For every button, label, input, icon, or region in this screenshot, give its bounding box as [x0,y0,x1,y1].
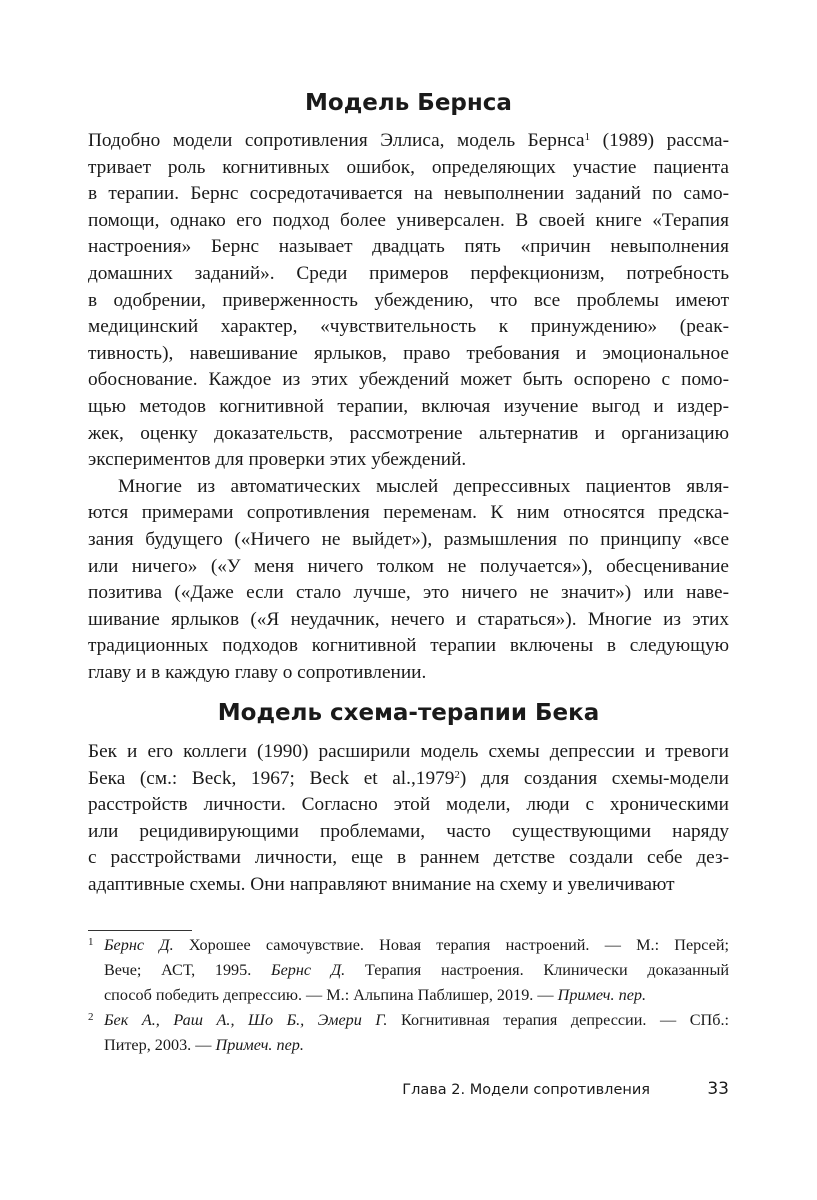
text-line [88,208,729,235]
text-segment: в терапии. Бернс сосредотачивается на невыполнении заданий по само- [88,183,729,205]
text-line [88,288,729,315]
paragraph [88,474,729,687]
section-heading-burns: Модель Бернса [305,90,512,116]
footnote-line [104,933,729,958]
text-segment: помощи, однако его подход более универсален. В своей книге «Терапия [88,209,729,231]
text-line [88,421,729,448]
paragraph [88,739,729,899]
text-line [88,234,729,261]
footnote-line [104,958,729,983]
text-line [88,766,729,793]
footnote-text: Хорошее самочувствие. Новая терапия настроений. — М.: Персей; [173,936,729,954]
text-segment: (1989) рассма- [590,130,729,151]
page-number: 33 [707,1079,729,1099]
text-segment: Подобно модели сопротивления Эллиса, модель Бернса [88,130,585,151]
text-line [88,739,729,766]
text-segment: медицинский характер, «чувствительность к принуждению» (реак- [88,316,729,338]
footnote-line [104,1033,729,1058]
text-segment: Бека (см.: Beck, 1967; Beck et al.,1979 [88,767,455,789]
text-line [88,341,729,368]
text-segment: экспериментов для проверки этих убеждений. [88,449,467,471]
text-line [88,474,729,501]
text-line [88,819,729,846]
footnote-line [104,1008,729,1033]
text-segment: зания будущего («Ничего не выйдет»), размышления по принципу «все [88,528,729,550]
text-line [88,554,729,581]
paragraph [88,128,729,474]
text-segment: настроения» Бернс называет двадцать пять «причин невыполнения [88,236,729,258]
burns-body [88,128,729,686]
footnote-italic: Примеч. пер. [557,986,647,1004]
text-segment: с расстройствами личности, еще в раннем детстве создали себе дез- [88,847,729,869]
text-line [88,261,729,288]
text-segment: ются примерами сопротивления переменам. К ним относятся предска- [88,502,729,524]
text-line [88,181,729,208]
beck-body [88,739,729,899]
footnote [88,1008,729,1058]
footnote-text: Питер, 2003. — [104,1036,216,1054]
text-segment: шивание ярлыков («Я неудачник, нечего и стараться»). Многие из этих [88,608,729,630]
footnote-number: 1 [88,936,94,948]
footnote-line [104,983,729,1008]
text-line [88,447,729,474]
footnote-text: Вече; АСТ, 1995. [104,961,272,979]
text-line [88,128,729,155]
text-segment: или рецидивирующими проблемами, часто существующими наряду [88,820,729,842]
footnote-number: 2 [88,1011,94,1023]
text-segment: Бек и его коллеги (1990) расширили модель схемы депрессии и тревоги [88,741,729,762]
footnote-divider [88,930,192,931]
text-segment: обоснование. Каждое из этих убеждений может быть оспорено с помо- [88,369,729,391]
text-line [88,660,729,687]
text-segment: главу и в каждую главу о сопротивлении. [88,661,427,683]
text-segment: Многие из автоматических мыслей депрессивных пациентов явля- [118,475,729,497]
footnote-italic: Бернс Д. [271,961,346,979]
text-segment: щью методов когнитивной терапии, включая изучение выгод и издер- [88,395,729,417]
text-segment: в одобрении, приверженность убеждению, что все проблемы имеют [88,289,729,311]
text-segment: тивность), навешивание ярлыков, право требования и эмоциональное [88,342,729,364]
footnotes [88,933,729,1058]
footnote-text: Когнитивная терапия депрессии. — СПб.: [387,1011,729,1029]
footnote-text: способ победить депрессию. — М.: Альпина Паблишер, 2019. — [104,986,558,1004]
text-segment: тривает роль когнитивных ошибок, определяющих участие пациента [88,156,729,178]
text-line [88,527,729,554]
text-line [88,394,729,421]
footnote-reference: 2 [454,768,460,781]
footnote-text: Терапия настроения. Клинически доказанный [345,961,730,979]
section-heading-beck: Модель схема-терапии Бека [217,700,600,726]
text-segment: ) для создания схемы-модели [459,767,729,789]
footnote [88,933,729,1008]
text-segment: расстройств личности. Согласно этой модели, люди с хроническими [88,794,729,816]
text-line [88,792,729,819]
running-head: Глава 2. Модели сопротивления [402,1082,650,1098]
text-line [88,633,729,660]
text-line [88,314,729,341]
text-line [88,367,729,394]
text-segment: домашних заданий». Среди примеров перфекционизм, потребность [88,262,729,284]
text-line [88,607,729,634]
text-segment: жек, оценку доказательств, рассмотрение альтернатив и организацию [88,422,729,444]
text-segment: позитива («Даже если стало лучше, это ничего не значит») или наве- [88,582,729,604]
text-segment: или ничего» («У меня ничего толком не получается»), обесценивание [88,555,729,577]
footnote-italic: Бек А., Раш А., Шо Б., Эмери Г. [104,1011,388,1029]
text-line [88,155,729,182]
text-line [88,500,729,527]
text-segment: традиционных подходов когнитивной терапии включены в следующую [88,635,729,657]
footnote-italic: Примеч. пер. [215,1036,304,1054]
text-line [88,580,729,607]
text-segment: адаптивные схемы. Они направляют внимание на схему и увеличивают [88,873,675,895]
text-line [88,845,729,872]
footnote-italic: Бернс Д. [104,936,174,954]
footnote-reference: 1 [584,130,591,143]
text-line [88,872,729,899]
